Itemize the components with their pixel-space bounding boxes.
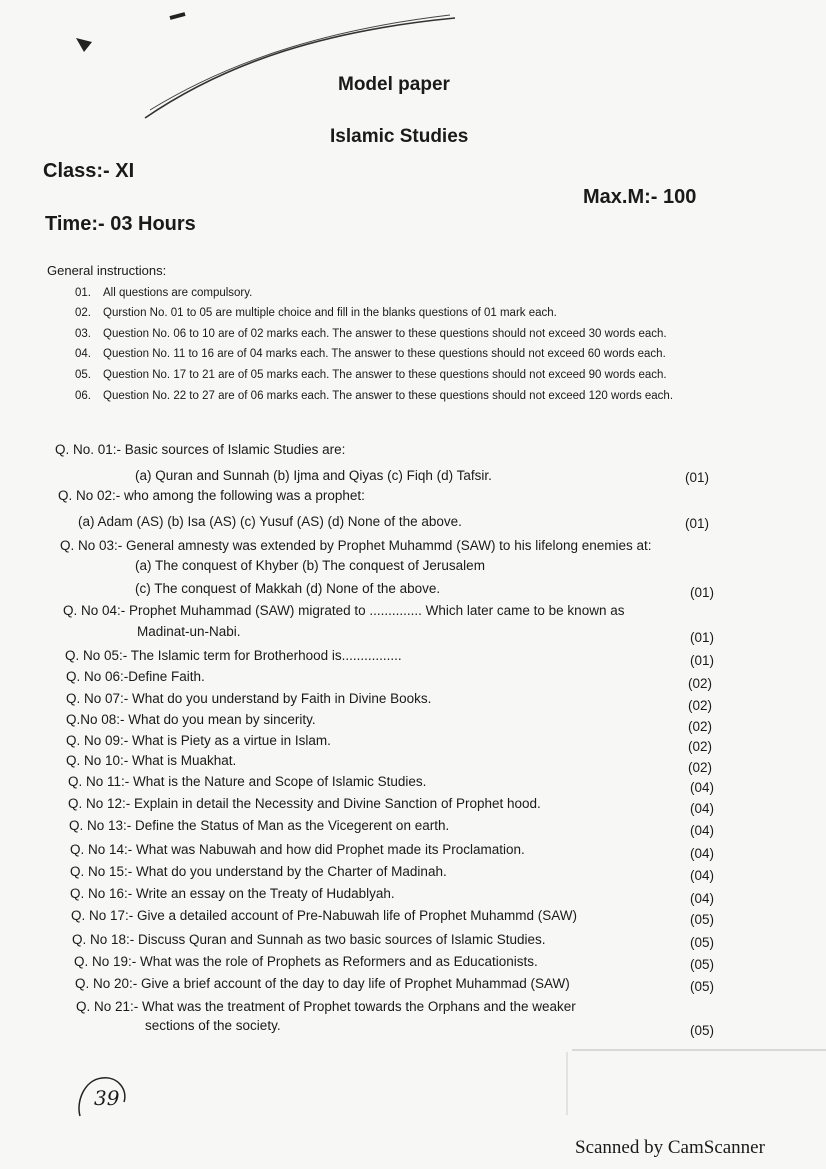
instruction-item: 01. All questions are compulsory. (75, 287, 253, 299)
class-label: Class:- XI (43, 160, 135, 182)
question-mark: (01) (690, 630, 715, 645)
question-mark: (02) (688, 760, 713, 775)
question-text: Q. No 20:- Give a brief account of the day to day life of Prophet Muhammad (SAW) (75, 976, 570, 991)
question-text: Q.No 08:- What do you mean by sincerity. (66, 712, 316, 727)
question-mark: (02) (688, 676, 713, 691)
question-option: (a) Adam (AS) (b) Isa (AS) (c) Yusuf (AS) (d) None of the above. (78, 514, 462, 529)
question-mark: (04) (690, 801, 715, 816)
instruction-item: 02. Qurstion No. 01 to 05 are multiple choice and fill in the blanks questions of 01 mark each. (75, 307, 557, 319)
question-text: Q. No 02:- who among the following was a prophet: (58, 488, 365, 503)
paper-subject: Islamic Studies (330, 126, 469, 147)
question-text: Q. No 05:- The Islamic term for Brotherhood is................ (65, 648, 402, 663)
instruction-item: 04. Question No. 11 to 16 are of 04 marks each. The answer to these questions should not exceed 60 words each. (75, 348, 666, 360)
instructions-heading: General instructions: (47, 263, 167, 278)
question-mark: (02) (688, 698, 713, 713)
question-text: Q. No 04:- Prophet Muhammad (SAW) migrated to .............. Which later came to be known as (63, 603, 625, 618)
question-mark: (01) (685, 470, 710, 485)
question-mark: (04) (690, 823, 715, 838)
question-mark: (01) (690, 585, 715, 600)
instruction-item: 05. Question No. 17 to 21 are of 05 marks each. The answer to these questions should not exceed 90 words each. (75, 369, 667, 381)
question-text: Q. No 21:- What was the treatment of Prophet towards the Orphans and the weaker (76, 999, 576, 1014)
question-text: Q. No 18:- Discuss Quran and Sunnah as two basic sources of Islamic Studies. (72, 932, 546, 947)
question-mark: (04) (690, 780, 715, 795)
question-text: Q. No 06:-Define Faith. (66, 669, 205, 684)
question-mark: (01) (685, 516, 710, 531)
question-mark: (05) (690, 957, 715, 972)
question-mark: (04) (690, 846, 715, 861)
question-option: (a) Quran and Sunnah (b) Ijma and Qiyas (c) Fiqh (d) Tafsir. (135, 468, 492, 483)
question-text-continued: sections of the society. (145, 1018, 281, 1033)
question-text: Q. No 14:- What was Nabuwah and how did Prophet made its Proclamation. (70, 842, 525, 857)
paper-title: Model paper (338, 74, 450, 95)
question-text: Q. No 11:- What is the Nature and Scope of Islamic Studies. (68, 774, 427, 789)
question-text: Q. No 19:- What was the role of Prophets as Reformers and as Educationists. (74, 954, 538, 969)
question-text: Q. No 09:- What is Piety as a virtue in Islam. (66, 733, 331, 748)
question-option: (c) The conquest of Makkah (d) None of the above. (135, 581, 441, 596)
question-text: Q. No 16:- Write an essay on the Treaty of Hudablyah. (70, 886, 395, 901)
max-marks: Max.M:- 100 (583, 186, 697, 208)
question-mark: (05) (690, 1023, 715, 1038)
question-text: Q. No 17:- Give a detailed account of Pre-Nabuwah life of Prophet Muhammd (SAW) (71, 908, 577, 923)
question-mark: (02) (688, 719, 713, 734)
question-text: Q. No 10:- What is Muakhat. (66, 753, 237, 768)
question-text: Q. No 13:- Define the Status of Man as the Vicegerent on earth. (69, 818, 450, 833)
question-mark: (04) (690, 891, 715, 906)
question-mark: (05) (690, 935, 715, 950)
question-option: (a) The conquest of Khyber (b) The conquest of Jerusalem (135, 558, 485, 573)
instruction-item: 06. Question No. 22 to 27 are of 06 marks each. The answer to these questions should not exceed 120 words each. (75, 390, 674, 402)
time-label: Time:- 03 Hours (45, 213, 196, 235)
question-text-continued: Madinat-un-Nabi. (137, 624, 241, 639)
question-text: Q. No 15:- What do you understand by the Charter of Madinah. (70, 864, 447, 879)
question-mark: (02) (688, 739, 713, 754)
question-mark: (05) (690, 979, 715, 994)
handwritten-page-number (74, 1072, 130, 1122)
scanner-footer: Scanned by CamScanner (575, 1137, 765, 1158)
question-mark: (04) (690, 868, 715, 883)
question-mark: (01) (690, 653, 715, 668)
question-mark: (05) (690, 912, 715, 927)
question-text: Q. No 07:- What do you understand by Faith in Divine Books. (66, 691, 432, 706)
question-text: Q. No 03:- General amnesty was extended by Prophet Muhammd (SAW) to his lifelong enemies at: (60, 538, 652, 553)
instruction-item: 03. Question No. 06 to 10 are of 02 marks each. The answer to these questions should not exceed 30 words each. (75, 328, 667, 340)
page-number-text: 39 (94, 1086, 120, 1110)
question-text: Q. No. 01:- Basic sources of Islamic Studies are: (55, 442, 346, 457)
question-text: Q. No 12:- Explain in detail the Necessity and Divine Sanction of Prophet hood. (68, 796, 541, 811)
